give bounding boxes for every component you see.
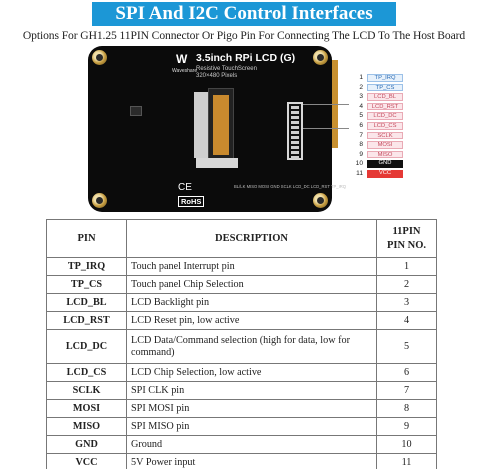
table-row <box>47 418 437 436</box>
table-row <box>47 382 437 400</box>
cell-description: Touch panel Chip Selection <box>127 276 377 294</box>
table-row <box>47 454 437 469</box>
board-subtitle-2: 320×480 Pixels <box>196 73 238 79</box>
ce-mark: CE <box>178 182 192 193</box>
cell-description: Ground <box>127 436 377 454</box>
pin-tag-label: TP_IRQ <box>367 74 403 82</box>
cell-pin: LCD_BL <box>47 294 127 312</box>
logo-caption: Waveshare <box>172 68 198 74</box>
table-row <box>47 312 437 330</box>
table-row <box>47 294 437 312</box>
pin-tag-label: TP_CS <box>367 84 403 92</box>
cell-description: Touch panel Interrupt pin <box>127 258 377 276</box>
table-row <box>47 436 437 454</box>
table-row <box>47 258 437 276</box>
ffc-connector <box>208 88 234 162</box>
chip-icon <box>130 106 142 116</box>
cell-pin: MISO <box>47 418 127 436</box>
pin-tag-row <box>348 121 408 131</box>
page-subtitle: Options For GH1.25 11PIN Connector Or Pigo Pin For Connecting The LCD To The Host Board <box>22 29 466 42</box>
board-title: 3.5inch RPi LCD (G) <box>196 52 296 64</box>
cell-pin-no: 2 <box>377 276 437 294</box>
table-row <box>47 330 437 364</box>
pin-description-table <box>46 219 437 469</box>
cell-description: LCD Chip Selection, low active <box>127 364 377 382</box>
pin-tag-label: LCD_BL <box>367 93 403 101</box>
pin-tag-number: 6 <box>359 121 363 129</box>
gh125-11pin-connector <box>287 102 303 160</box>
screw-hole-icon <box>92 193 107 208</box>
cell-pin-no: 10 <box>377 436 437 454</box>
pin-tag-label: LCD_DC <box>367 112 403 120</box>
pin-tag-number: 2 <box>359 83 363 91</box>
leader-line <box>303 128 349 129</box>
cell-pin-no: 3 <box>377 294 437 312</box>
pin-tag-list <box>348 73 408 179</box>
table-row <box>47 276 437 294</box>
screw-hole-icon <box>313 193 328 208</box>
pin-tag-row <box>348 73 408 83</box>
pin-tag-row <box>348 159 408 169</box>
pin-tag-label: GND <box>367 160 403 168</box>
cell-description: LCD Backlight pin <box>127 294 377 312</box>
pin-tag-label: MOSI <box>367 141 403 149</box>
table-row <box>47 364 437 382</box>
pin-tag-label: VCC <box>367 170 403 178</box>
pin-tag-number: 7 <box>359 131 363 139</box>
cell-pin-no: 9 <box>377 418 437 436</box>
pin-tag-number: 3 <box>359 93 363 101</box>
pin-tag-number: 5 <box>359 112 363 120</box>
header-pin: PIN <box>47 220 127 258</box>
cell-pin-no: 8 <box>377 400 437 418</box>
cell-pin: LCD_RST <box>47 312 127 330</box>
cell-pin-no: 11 <box>377 454 437 469</box>
pin-tag-row <box>348 150 408 160</box>
rohs-mark: RoHS <box>178 196 204 207</box>
header-pin-no-line1: 11PIN <box>392 225 421 237</box>
pin-tag-label: MISO <box>367 151 403 159</box>
cell-pin: TP_IRQ <box>47 258 127 276</box>
pin-tag-number: 11 <box>356 169 363 177</box>
pin-tag-number: 10 <box>355 160 363 168</box>
board-subtitle-1: Resistive TouchScreen <box>196 66 257 72</box>
leader-line <box>303 104 349 105</box>
cell-pin-no: 7 <box>377 382 437 400</box>
table-row <box>47 400 437 418</box>
header-description: DESCRIPTION <box>127 220 377 258</box>
pin-tag-row <box>348 169 408 179</box>
cell-pin-no: 6 <box>377 364 437 382</box>
cell-description: SPI CLK pin <box>127 382 377 400</box>
pin-tag-number: 1 <box>359 74 363 81</box>
cell-pin: LCD_DC <box>47 330 127 364</box>
cell-pin: GND <box>47 436 127 454</box>
pin-tag-row <box>348 102 408 112</box>
pin-tag-row <box>348 131 408 141</box>
cell-description: SPI MISO pin <box>127 418 377 436</box>
cell-pin: VCC <box>47 454 127 469</box>
waveshare-logo: W <box>176 52 188 66</box>
page-banner: SPI And I2C Control Interfaces <box>92 2 396 26</box>
cell-pin: SCLK <box>47 382 127 400</box>
ffc-base <box>196 158 238 168</box>
cell-pin: LCD_CS <box>47 364 127 382</box>
header-pin-no <box>377 220 437 258</box>
cell-description: 5V Power input <box>127 454 377 469</box>
cell-pin-no: 5 <box>377 330 437 364</box>
pin-tag-label: LCD_RST <box>367 103 403 111</box>
cell-pin: TP_CS <box>47 276 127 294</box>
cell-pin-no: 4 <box>377 312 437 330</box>
lcd-board-photo <box>88 46 347 212</box>
cell-pin: MOSI <box>47 400 127 418</box>
table-header-row <box>47 220 437 258</box>
pin-silkscreen: BL/LK MISO MOSI GND SCLK LCD_DC LCD_RST TP_IRQ <box>234 184 347 189</box>
cell-description: SPI MOSI pin <box>127 400 377 418</box>
pin-tag-label: SCLK <box>367 132 403 140</box>
pin-tag-row <box>348 83 408 93</box>
pin-tag-number: 4 <box>359 102 363 110</box>
pin-tag-row <box>348 92 408 102</box>
pin-tag-number: 8 <box>359 141 363 149</box>
screw-hole-icon <box>92 50 107 65</box>
pin-tag-label: LCD_CS <box>367 122 403 130</box>
pin-tag-row <box>348 140 408 150</box>
cell-pin-no: 1 <box>377 258 437 276</box>
screw-hole-icon <box>313 50 328 65</box>
cell-description: LCD Reset pin, low active <box>127 312 377 330</box>
header-pin-no-line2: PIN NO. <box>386 239 427 251</box>
pin-tag-number: 9 <box>359 150 363 158</box>
pin-tag-row <box>348 111 408 121</box>
cell-description: LCD Data/Command selection (high for data, low for command) <box>127 330 377 364</box>
